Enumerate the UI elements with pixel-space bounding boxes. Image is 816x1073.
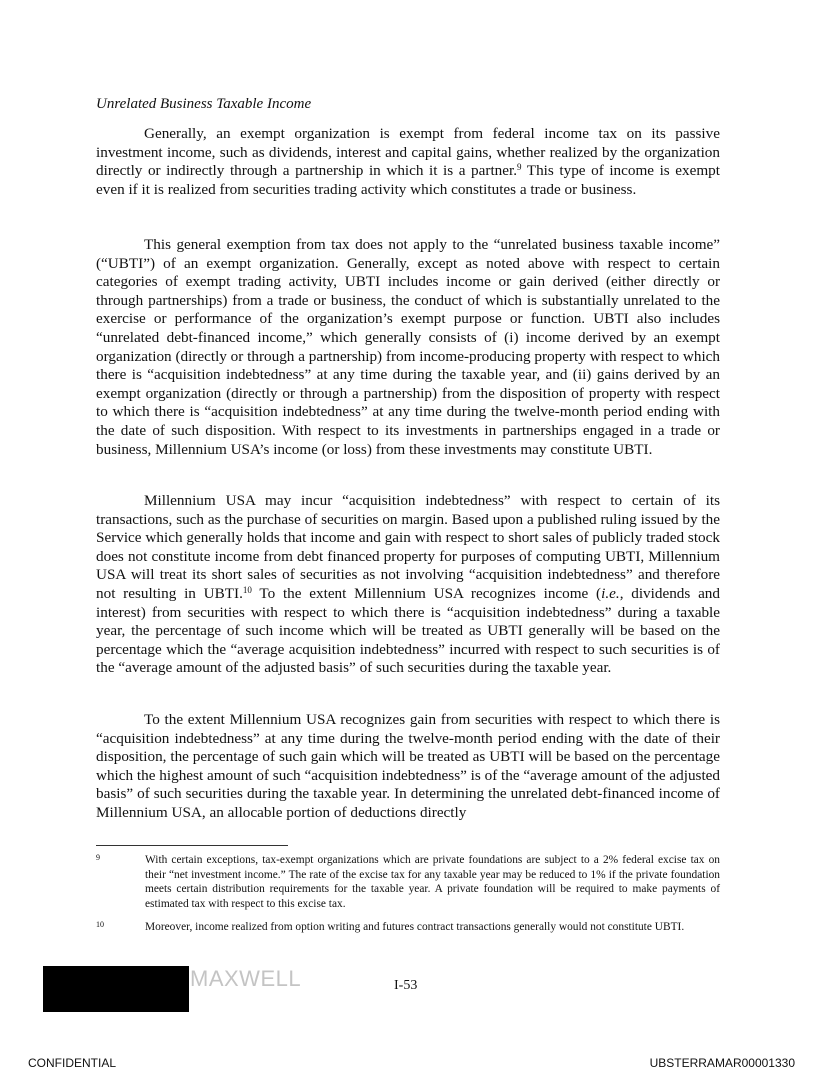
paragraph-passive-income — [96, 125, 720, 199]
paragraph-text: This type of income is exempt even if it is realized from securities trading activity which constitutes a trade or business. — [96, 162, 720, 198]
footnote-ref-9: 9 — [517, 162, 522, 173]
paragraph-acquisition-indebtedness — [96, 492, 720, 678]
footnote-ref-10: 10 — [242, 584, 252, 595]
confidential-stamp: CONFIDENTIAL — [28, 1056, 117, 1070]
paragraph-text: Generally, an exempt organization is exempt from federal income tax on its passive investment income, such as dividends, interest and capital gains, whether realized by the organization directly or indirectly through a partnership in which it is a partner. — [96, 125, 720, 180]
footnote-number: 10 — [96, 920, 104, 929]
paragraph-text: Millennium USA may incur “acquisition indebtedness” with respect to certain of its transactions, such as the purchase of securities on margin. Based upon a published ruling issued by the Service which generally holds that income and gain with respect to short sales of publicly traded stock does not constitute income from debt financed property for purposes of computing UBTI, Millennium USA will treat its short sales of securities as not involving “acquisition indebtedness” and therefore not resulting in UBTI. — [96, 492, 720, 602]
paragraph-text: To the extent Millennium USA recognizes income ( — [251, 584, 602, 602]
bates-number: UBSTERRAMAR00001330 — [649, 1056, 795, 1070]
footnote-separator — [96, 845, 288, 846]
paragraph-text: , dividends and interest) from securities with respect to which there is “acquisition indebtedness” during a taxable year, the percentage of such income which will be treated as UBTI generally will be based on the percentage which the “average acquisition indebtedness” incurred with respect to such securities is of the “average amount of the adjusted basis” of such securities during the taxable year. — [96, 584, 720, 677]
paragraph-text: This general exemption from tax does not apply to the “unrelated business taxable income” (“UBTI”) of an exempt organization. Generally, except as noted above with respect to certain categories of exempt trading activity, UBTI includes income or gain derived (either directly or through partnerships) from a trade or business, the conduct of which is substantially unrelated to the exercise or performance of the organization’s exempt purpose or function. UBTI also includes “unrelated debt-financed income,” which generally consists of (i) income derived by an exempt organization (directly or through a partnership) from income-producing property with respect to which there is “acquisition indebtedness” at any time during the taxable year, and (ii) gains derived by an exempt organization (directly or through a partnership) from the disposition of property with respect to which there is “acquisition indebtedness” at any time during the twelve-month period ending with the date of such disposition. With respect to its investments in partnerships engaged in a trade or business, Millennium USA’s income (or loss) from these investments may constitute UBTI. — [96, 236, 720, 458]
footnote-9 — [96, 853, 720, 911]
footnote-text: With certain exceptions, tax-exempt organizations which are private foundations are subject to a 2% federal excise tax on their “net investment income.” The rate of the excise tax for any taxable year may be reduced to 1% if the private foundation meets certain distribution requirements for the taxable year. A private foundation will be required to make payments of estimated tax with respect to this excise tax. — [145, 854, 720, 910]
italic-term: i.e. — [601, 584, 620, 602]
footnote-text: Moreover, income realized from option writing and futures contract transactions generally would not constitute UBTI. — [145, 921, 685, 933]
redaction-block — [43, 966, 189, 1012]
footnote-number: 9 — [96, 853, 100, 862]
paragraph-text: To the extent Millennium USA recognizes gain from securities with respect to which there is “acquisition indebtedness” at any time during the twelve-month period ending with the date of their disposition, the percentage of such gain which will be treated as UBTI will be based on the percentage which the highest amount of such “acquisition indebtedness” is of the “average amount of the adjusted basis” of such securities during the taxable year. In determining the unrelated debt-financed income of Millennium USA, an allocable portion of deductions directly — [96, 711, 720, 821]
paragraph-ubti-definition — [96, 236, 720, 459]
maxwell-watermark: MAXWELL — [190, 966, 302, 991]
footnote-10 — [96, 920, 720, 935]
paragraph-gain-recognition — [96, 711, 720, 823]
page-number: I-53 — [394, 978, 418, 993]
section-heading: Unrelated Business Taxable Income — [96, 96, 312, 112]
